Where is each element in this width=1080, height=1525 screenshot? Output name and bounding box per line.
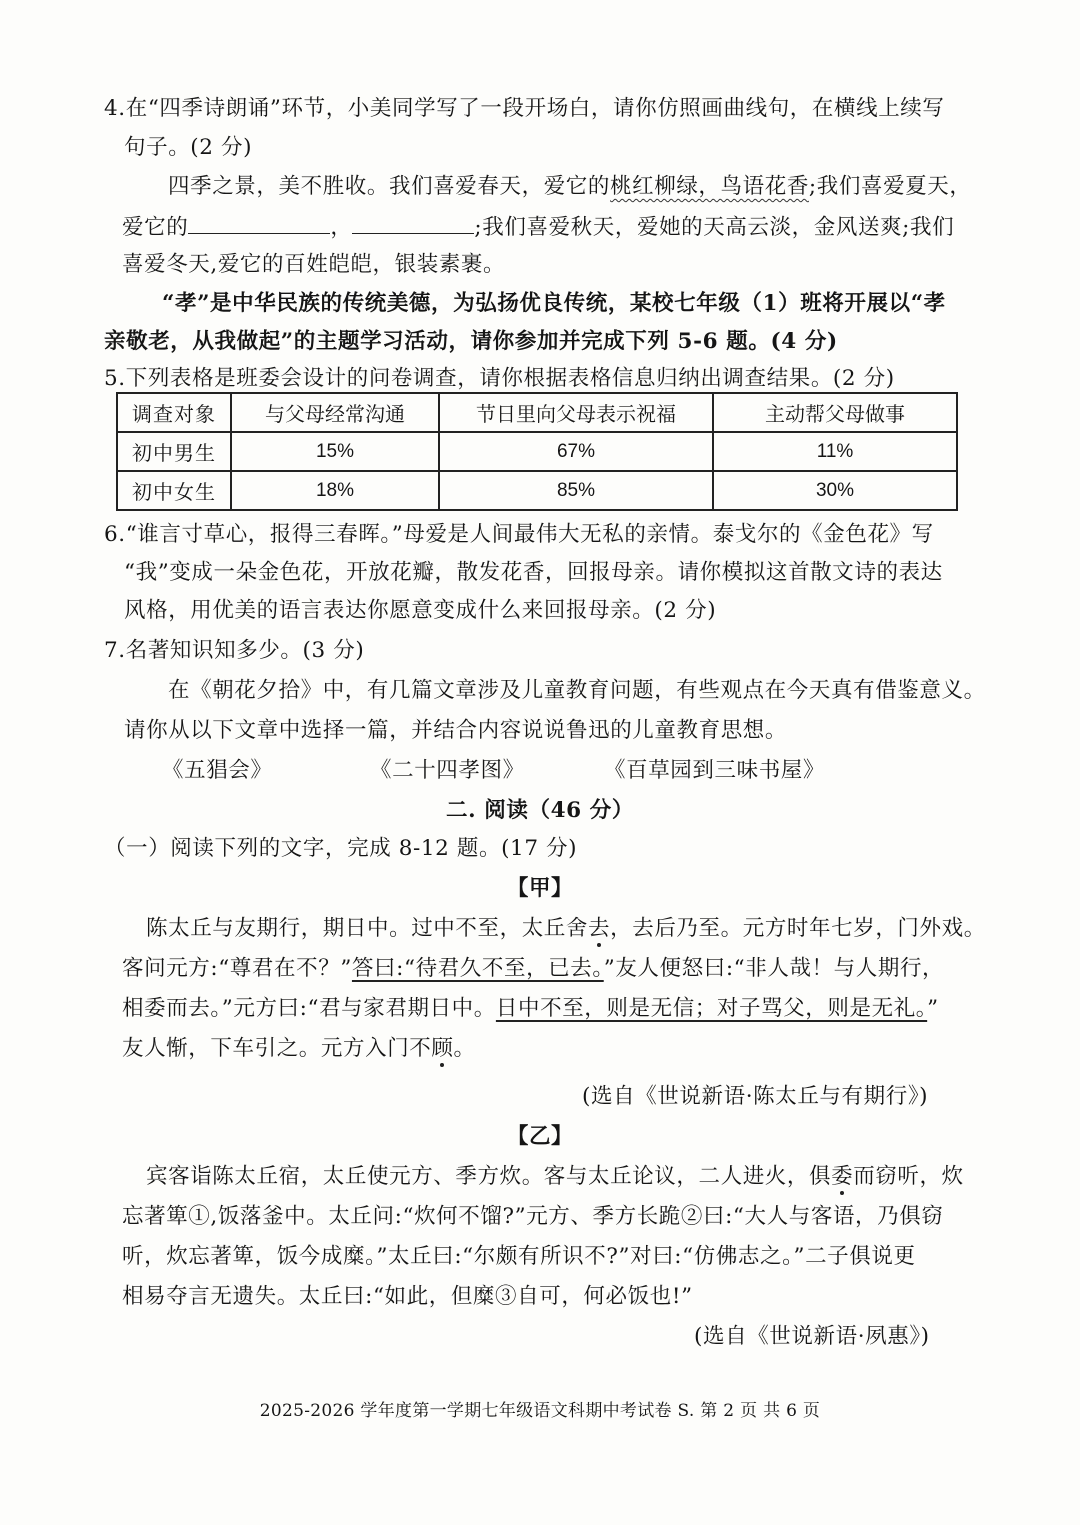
dotted-char: 委 bbox=[831, 1164, 854, 1189]
table-cell: 初中女生 bbox=[117, 471, 231, 510]
q4-passage-line-3: 喜爱冬天,爱它的百姓皑皑，银装素裹。 bbox=[122, 252, 506, 277]
yi-line-1 bbox=[146, 1162, 964, 1192]
jia-line-1 bbox=[146, 914, 986, 944]
q7-work-3: 《百草园到三味书屋》 bbox=[604, 758, 826, 783]
q4-passage-text: 爱它的 bbox=[122, 215, 189, 240]
q7-line-3: 请你从以下文章中选择一篇，并结合内容说说鲁迅的儿童教育思想。 bbox=[124, 718, 788, 743]
passage-label-jia: 【甲】 bbox=[506, 876, 574, 901]
jia-line-2 bbox=[122, 954, 944, 984]
table-cell: 15% bbox=[231, 432, 439, 471]
table-header-cell: 与父母经常沟通 bbox=[231, 393, 439, 432]
underlined-sentence: 日中不至，则是无信；对子骂父，则是无礼。 bbox=[495, 996, 928, 1021]
q4-passage-text: ;我们喜爱秋天，爱她的天高云淡，金风送爽;我们 bbox=[474, 215, 955, 240]
jia-line-4 bbox=[122, 1034, 476, 1064]
q4-line-2: 句子。(2 分) bbox=[124, 135, 253, 160]
table-row bbox=[117, 471, 957, 510]
jia-text: 陈太丘与友期行，期日中。过中不至，太丘舍 bbox=[146, 916, 589, 941]
answer-blank-1[interactable] bbox=[188, 211, 330, 234]
q5-text: 5.下列表格是班委会设计的问卷调查，请你根据表格信息归纳出调查结果。(2 分) bbox=[104, 366, 895, 391]
intro-line-1: “孝”是中华民族的传统美德，为弘扬优良传统，某校七年级（1）班将开展以“孝 bbox=[162, 291, 946, 316]
jia-text: 友人惭，下车引之。元方入门不 bbox=[122, 1036, 432, 1061]
intro-line-2: 亲敬老，从我做起”的主题学习活动，请你参加并完成下列 5-6 题。(4 分) bbox=[104, 329, 838, 354]
q4-passage-line-2 bbox=[122, 211, 954, 243]
underlined-sentence: 答曰:“待君久不至，已去。 bbox=[351, 956, 604, 981]
table-cell: 初中男生 bbox=[117, 432, 231, 471]
table-header-cell: 节日里向父母表示祝福 bbox=[439, 393, 713, 432]
table-header-row bbox=[117, 393, 957, 432]
q7-work-1: 《五猖会》 bbox=[162, 758, 273, 783]
yi-source: (选自《世说新语·夙惠》) bbox=[694, 1324, 930, 1349]
table-header-cell: 主动帮父母做事 bbox=[713, 393, 957, 432]
table-header-cell: 调查对象 bbox=[117, 393, 231, 432]
jia-text: ”友人便怒曰:“非人哉！与人期行， bbox=[603, 956, 945, 981]
table-cell: 85% bbox=[439, 471, 713, 510]
jia-text: ，去后乃至。元方时年七岁，门外戏。 bbox=[610, 916, 986, 941]
q4-passage-text: ， bbox=[330, 215, 353, 240]
table-cell: 18% bbox=[231, 471, 439, 510]
jia-text: 。 bbox=[453, 1036, 476, 1061]
q4-passage-text: ;我们喜爱夏天， bbox=[808, 174, 972, 199]
passage-label-yi: 【乙】 bbox=[506, 1124, 574, 1149]
jia-text: 相委而去。”元方曰:“君与家君期日中。 bbox=[122, 996, 496, 1021]
jia-text: ” bbox=[927, 996, 939, 1021]
q7-line-1: 7.名著知识知多少。(3 分) bbox=[104, 638, 365, 663]
table-row bbox=[117, 432, 957, 471]
jia-source: (选自《世说新语·陈太丘与有期行》) bbox=[582, 1084, 929, 1109]
section-subtitle: （一）阅读下列的文字，完成 8-12 题。(17 分) bbox=[104, 836, 578, 861]
answer-blank-2[interactable] bbox=[352, 211, 474, 234]
yi-line-4: 相易夺言无遗失。太丘曰:“如此，但糜③自可，何必饭也!” bbox=[122, 1284, 693, 1309]
table-cell: 30% bbox=[713, 471, 957, 510]
jia-line-3 bbox=[122, 994, 939, 1024]
table-cell: 11% bbox=[713, 432, 957, 471]
page-footer: 2025-2026 学年度第一学期七年级语文科期中考试卷 S. 第 2 页 共 6 页 bbox=[259, 1401, 821, 1421]
jia-text: 客问元方:“尊君在不？” bbox=[122, 956, 352, 981]
dotted-char: 顾 bbox=[431, 1036, 454, 1061]
q6-line-2: “我”变成一朵金色花，开放花瓣，散发花香，回报母亲。请你模拟这首散文诗的表达 bbox=[124, 560, 943, 585]
section-title: 二. 阅读（46 分） bbox=[446, 798, 634, 823]
wavy-underlined-phrase: 桃红柳绿，鸟语花香 bbox=[610, 174, 809, 199]
q6-line-3: 风格，用优美的语言表达你愿意变成什么来回报母亲。(2 分) bbox=[124, 598, 717, 623]
yi-text: 宾客诣陈太丘宿，太丘使元方、季方炊。客与太丘论议，二人进火，俱 bbox=[146, 1164, 832, 1189]
q7-line-2: 在《朝花夕拾》中，有几篇文章涉及儿童教育问题，有些观点在今天真有借鉴意义。 bbox=[168, 678, 986, 703]
q4-passage-line-1 bbox=[168, 172, 971, 202]
table-cell: 67% bbox=[439, 432, 713, 471]
q4-line-1: 4.在“四季诗朗诵”环节，小美同学写了一段开场白，请你仿照画曲线句，在横线上续写 bbox=[104, 96, 945, 121]
yi-line-3: 听，炊忘著箄，饭今成糜。”太丘曰:“尔颇有所识不?”对曰:“仿佛志之。”二子俱说更 bbox=[122, 1244, 916, 1269]
q4-passage-text: 四季之景，美不胜收。我们喜爱春天，爱它的 bbox=[168, 174, 611, 199]
yi-text: 而窃听，炊 bbox=[853, 1164, 964, 1189]
dotted-char: 去 bbox=[588, 916, 611, 941]
survey-table bbox=[116, 392, 958, 511]
q6-line-1: 6.“谁言寸草心，报得三春晖。”母爱是人间最伟大无私的亲情。泰戈尔的《金色花》写 bbox=[104, 522, 934, 547]
q7-work-2: 《二十四孝图》 bbox=[370, 758, 525, 783]
yi-line-2: 忘著箄①,饭落釜中。太丘问:“炊何不馏?”元方、季方长跪②曰:“大人与客语，乃俱窃 bbox=[122, 1204, 944, 1229]
